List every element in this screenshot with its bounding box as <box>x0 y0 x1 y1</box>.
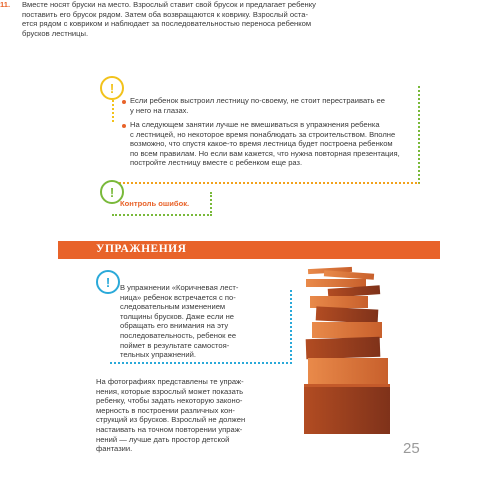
step-line: ется рядом с ковриком и наблюдает за последовательностью переноса ребенком <box>22 19 312 29</box>
note-item-1 <box>130 96 415 115</box>
block-highlight <box>304 384 390 387</box>
note-item-2 <box>130 120 415 168</box>
brown-stair-blocks-photo <box>294 262 400 438</box>
body-paragraph <box>96 377 281 454</box>
note-line: возможно, что спустя какое-то время лестница будет построена ребенком <box>130 139 393 149</box>
block <box>306 337 381 360</box>
paragraph-line: настаивать на точном повторении упраж- <box>96 424 243 434</box>
paragraph-line: ребенку, чтобы задать некоторую законо- <box>96 396 243 406</box>
warning-icon: ! <box>100 76 124 100</box>
block <box>306 279 366 287</box>
paragraph-line: нения, которые взрослый может показать <box>96 386 244 396</box>
block-stack <box>304 267 390 434</box>
bullet-icon <box>122 100 126 104</box>
paragraph-line: струкций из брусков. Взрослый не должен <box>96 415 246 425</box>
control-label: Контроль ошибок. <box>120 199 190 208</box>
paragraph-line: фантазии. <box>96 444 133 454</box>
note-line: Если ребенок выстроил лестницу по-своему, не стоит перестраивать ее <box>130 96 386 105</box>
note-line: по всем правилам. Но если вам кажется, что нужна повторная презентация, <box>130 148 400 158</box>
exercise-line: обращать его внимания на эту <box>120 321 229 331</box>
note-line: постройте лестницу вместе с ребенком еще раз. <box>130 158 303 168</box>
page-number: 25 <box>403 440 420 457</box>
exercise-line: тельных упражнений. <box>120 350 196 360</box>
block <box>310 296 368 308</box>
exercise-line: следовательным изменением <box>120 302 226 312</box>
exercise-line: В упражнении «Коричневая лест- <box>120 283 239 292</box>
paragraph-line: нений — лучше дать простор детской <box>96 434 230 444</box>
bullet-icon <box>122 124 126 128</box>
exercise-line: толщины брусков. Даже если не <box>120 311 235 321</box>
paragraph-line: мерность в построении различных кон- <box>96 405 235 415</box>
note-line: с лестницей, но некоторое время понаблюдать за строительством. Вполне <box>130 129 396 139</box>
paragraph-line: На фотографиях представлены те упраж- <box>96 377 244 386</box>
exercise-line: последовательность, ребенок ее <box>120 330 237 340</box>
section-title: УПРАЖНЕНИЯ <box>96 243 187 255</box>
block <box>316 306 379 323</box>
exercise-note-text <box>120 283 290 360</box>
block <box>312 322 382 338</box>
warning-icon: ! <box>100 180 124 204</box>
block <box>308 358 388 384</box>
step-line: поставить его брусок рядом. Затем оба возвращаются к коврику. Взрослый оста- <box>22 9 309 19</box>
step-line: брусков лестницы. <box>22 28 89 38</box>
warning-icon: ! <box>96 270 120 294</box>
section-header <box>58 241 440 259</box>
block <box>304 384 390 434</box>
step-line: Вместе носят бруски на место. Взрослый ставит свой брусок и предлагает ребенку <box>22 0 316 9</box>
note-line: у него на глазах. <box>130 105 189 115</box>
step-text <box>22 0 320 38</box>
exercise-line: ница» ребенок встречается с по- <box>120 292 236 302</box>
exercise-line: поймет в результате самостоя- <box>120 340 230 350</box>
step-number: 11. <box>0 0 11 9</box>
block <box>328 285 381 298</box>
note-line: На следующем занятии лучше не вмешиваться в упражнения ребенка <box>130 120 380 129</box>
